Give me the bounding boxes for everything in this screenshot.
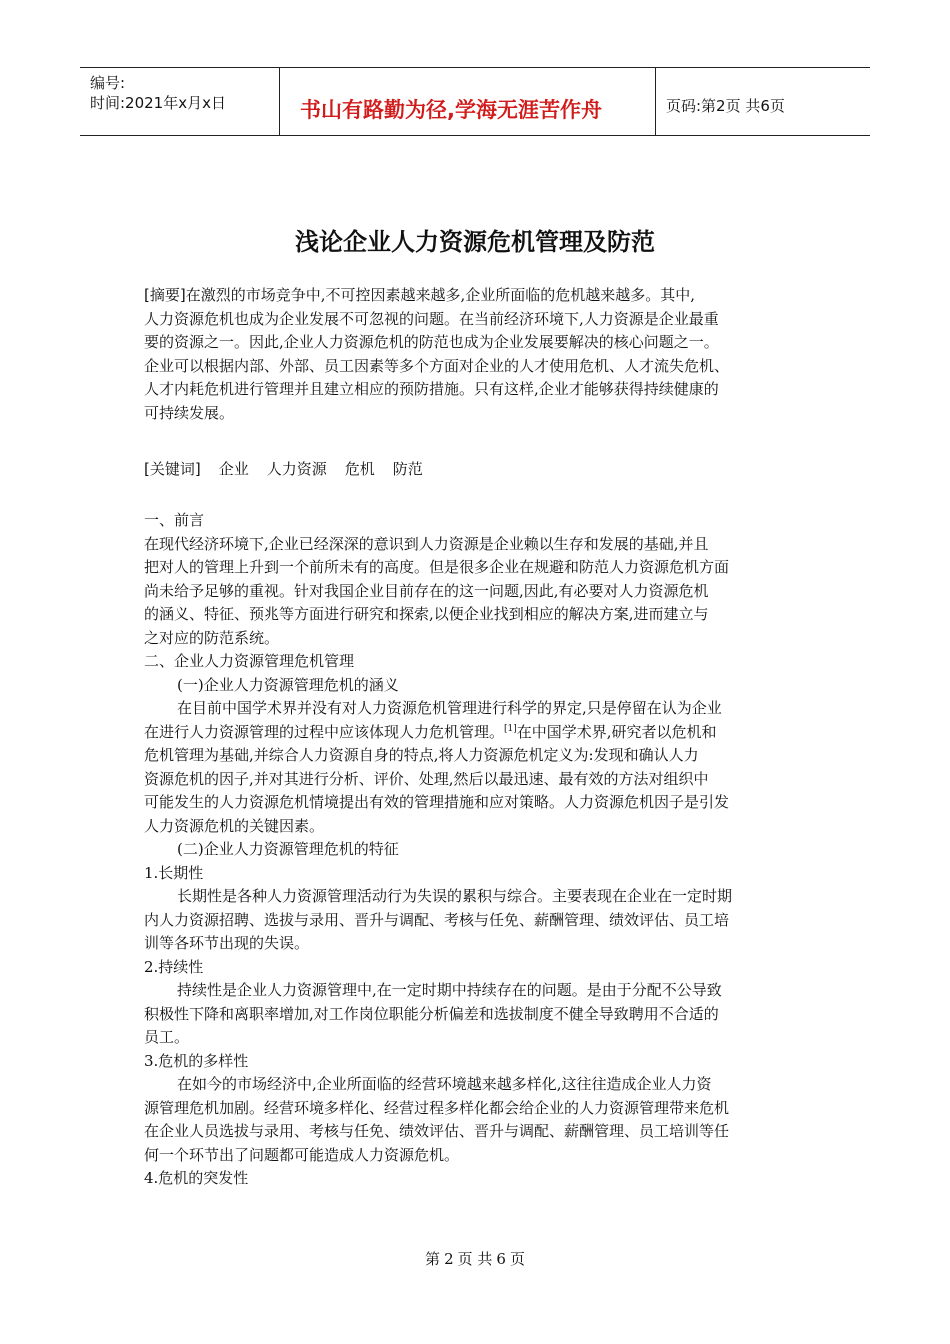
abstract-line: 要的资源之一。因此,企业人力资源危机的防范也成为企业发展要解决的核心问题之一。: [144, 333, 719, 351]
feature-heading: 3.危机的多样性: [144, 1051, 249, 1070]
body-line: 之对应的防范系统。: [144, 628, 280, 647]
abstract-line: 可持续发展。: [144, 403, 235, 422]
body-line: 何一个环节出了问题都可能造成人力资源危机。: [144, 1145, 460, 1164]
keyword: 危机: [344, 460, 375, 478]
body-line: 在现代经济环境下,企业已经深深的意识到人力资源是企业赖以生存和发展的基础,并且: [144, 534, 709, 553]
body-line: 持续性是企业人力资源管理中,在一定时期中持续存在的问题。是由于分配不公导致: [177, 981, 722, 999]
header-middle-cell: [280, 68, 656, 135]
keyword: 防范: [392, 460, 423, 478]
motto: 书山有路勤为径,学海无涯苦作舟: [300, 98, 602, 122]
footer-total-pages: 6: [496, 1250, 506, 1268]
abstract-line: 人才内耗危机进行管理并且建立相应的预防措施。只有这样,企业才能够获得持续健康的: [144, 380, 719, 398]
body-line: 源管理危机加剧。经营环境多样化、经营过程多样化都会给企业的人力资源管理带来危机: [144, 1098, 730, 1117]
page-label: 页码:第2页 共6页: [666, 97, 785, 115]
feature-heading: 2.持续性: [144, 957, 204, 976]
keywords: [144, 458, 809, 482]
body-line: 的涵义、特征、预兆等方面进行研究和探索,以便企业找到相应的解决方案,进而建立与: [144, 605, 709, 623]
body-line: 在中国学术界,研究者以危机和: [516, 722, 717, 741]
page-footer: [0, 1248, 950, 1269]
subsection-heading: (二)企业人力资源管理危机的特征: [177, 840, 399, 858]
keyword: 人力资源: [266, 460, 327, 478]
body-line: 在目前中国学术界并没有对人力资源危机管理进行科学的界定,只是停留在认为企业: [177, 699, 722, 717]
body-line: 长期性是各种人力资源管理活动行为失误的累积与综合。主要表现在企业在一定时期: [177, 887, 733, 905]
footer-page-number: 2: [444, 1250, 454, 1268]
abstract-line: 人力资源危机也成为企业发展不可忽视的问题。在当前经济环境下,人力资源是企业最重: [144, 309, 719, 328]
abstract: [144, 284, 809, 425]
document-title: 浅论企业人力资源危机管理及防范: [295, 227, 655, 256]
header-right-cell: [656, 68, 870, 135]
keywords-label: [关键词]: [144, 460, 201, 478]
body-text: [144, 509, 809, 1191]
footer-middle: 页 共: [457, 1250, 493, 1268]
body-line: 在进行人力资源管理的过程中应该体现人力危机管理。: [144, 722, 505, 741]
body-line: 把对人的管理上升到一个前所未有的高度。但是很多企业在规避和防范人力资源危机方面: [144, 558, 730, 576]
header-left-cell: [80, 68, 280, 135]
time-label: 时间:2021年x月x日: [90, 94, 226, 112]
footer-prefix: 第: [425, 1250, 441, 1268]
body-line: 资源危机的因子,并对其进行分析、评价、处理,然后以最迅速、最有效的方法对组织中: [144, 769, 709, 788]
section-heading: 二、企业人力资源管理危机管理: [144, 652, 355, 670]
body-line: 内人力资源招聘、选拔与录用、晋升与调配、考核与任免、薪酬管理、绩效评估、员工培: [144, 910, 730, 929]
body-line: 在企业人员选拔与录用、考核与任免、绩效评估、晋升与调配、薪酬管理、员工培训等任: [144, 1122, 730, 1140]
body-line: 危机管理为基础,并综合人力资源自身的特点,将人力资源危机定义为:发现和确认人力: [144, 746, 699, 764]
subsection-heading: (一)企业人力资源管理危机的涵义: [177, 675, 399, 694]
body-line: 人力资源危机的关键因素。: [144, 816, 325, 835]
body-line: 可能发生的人力资源危机情境提出有效的管理措施和应对策略。人力资源危机因子是引发: [144, 793, 730, 811]
body-line: 积极性下降和离职率增加,对工作岗位职能分析偏差和选拔制度不健全导致聘用不合适的: [144, 1004, 719, 1023]
header-table: [80, 67, 870, 136]
body-line: 在如今的市场经济中,企业所面临的经营环境越来越多样化,这往往造成企业人力资: [177, 1075, 712, 1093]
feature-heading: 1.长期性: [144, 863, 204, 882]
feature-heading: 4.危机的突发性: [144, 1169, 249, 1187]
footer-suffix: 页: [509, 1250, 525, 1268]
keyword: 企业: [218, 460, 249, 478]
abstract-label: [摘要]: [144, 286, 186, 304]
section-heading: 一、前言: [144, 511, 205, 529]
body-line: 训等各环节出现的失误。: [144, 934, 310, 952]
body-line: 员工。: [144, 1028, 190, 1046]
citation-ref: [1]: [504, 723, 517, 734]
abstract-line: 在激烈的市场竞争中,不可控因素越来越多,企业所面临的危机越来越多。其中,: [185, 286, 696, 304]
number-label: 编号:: [90, 74, 126, 92]
abstract-line: 企业可以根据内部、外部、员工因素等多个方面对企业的人才使用危机、人才流失危机、: [144, 356, 730, 375]
body-line: 尚未给予足够的重视。针对我国企业目前存在的这一问题,因此,有必要对人力资源危机: [144, 581, 709, 600]
